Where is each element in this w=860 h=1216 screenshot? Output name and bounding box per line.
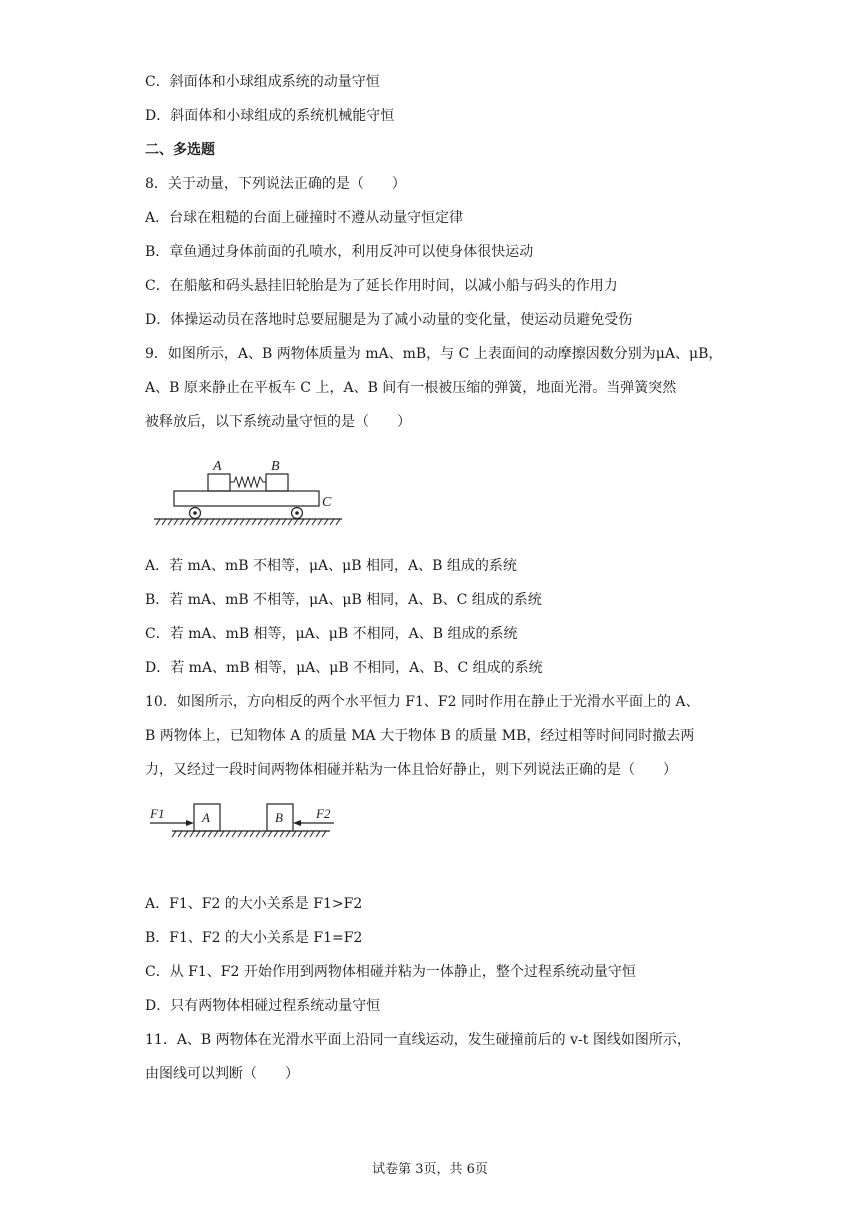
block-a [208, 474, 230, 491]
label-b: B [275, 810, 283, 825]
cart-c-platform [174, 491, 319, 506]
q9-option-c: C．若 mA、mB 相等，μA、μB 不相同，A、B 组成的系统 [145, 626, 518, 642]
q11-stem-line1: 11．A、B 两物体在光滑水平面上沿同一直线运动，发生碰撞前后的 v-t 图线如图所示， [145, 1032, 691, 1048]
q10-stem-line3: 力，又经过一段时间两物体相碰并粘为一体且恰好静止，则下列说法正确的是（ ） [145, 762, 677, 778]
label-a: A [202, 810, 210, 825]
q8-option-d: D．体操运动员在落地时总要屈腿是为了减小动量的变化量，使运动员避免受伤 [145, 312, 633, 328]
q10-option-a: A．F1、F2 的大小关系是 F1>F2 [145, 896, 363, 912]
spring [230, 477, 266, 487]
q8-option-b: B．章鱼通过身体前面的孔喷水，利用反冲可以使身体很快运动 [145, 244, 534, 260]
q10-stem-line2: B 两物体上，已知物体 A 的质量 MA 大于物体 B 的质量 MB，经过相等时间同时撤去两 [145, 728, 695, 744]
q9-option-a: A．若 mA、mB 不相等，μA、μB 相同，A、B 组成的系统 [145, 558, 517, 574]
q8-stem: 8．关于动量，下列说法正确的是（ ） [145, 176, 406, 192]
q9-stem-line2: A、B 原来静止在平板车 C 上，A、B 间有一根被压缩的弹簧，地面光滑。当弹簧突然 [145, 380, 677, 396]
q8-option-a: A．台球在粗糙的台面上碰撞时不遵从动量守恒定律 [145, 210, 464, 226]
q8-option-c: C．在船舷和码头悬挂旧轮胎是为了延长作用时间，以减小船与码头的作用力 [145, 278, 618, 294]
q10-stem-line1: 10．如图所示，方向相反的两个水平恒力 F1、F2 同时作用在静止于光滑水平面上的 A、 [145, 694, 700, 710]
label-c: C [322, 495, 332, 510]
q10-option-d: D．只有两物体相碰过程系统动量守恒 [145, 998, 381, 1014]
q9-stem-line3: 被释放后，以下系统动量守恒的是（ ） [145, 414, 411, 430]
q7-option-d: D．斜面体和小球组成的系统机械能守恒 [145, 108, 395, 124]
page-footer: 试卷第 3页，共 6页 [372, 1162, 488, 1177]
label-b: B [271, 459, 280, 474]
q10-option-b: B．F1、F2 的大小关系是 F1=F2 [145, 930, 363, 946]
q9-cart-spring-figure [150, 450, 350, 530]
q10-forces-figure [148, 798, 338, 844]
section-heading: 二、多选题 [145, 142, 215, 158]
label-f1: F1 [150, 806, 165, 821]
block-b [266, 474, 288, 491]
q9-option-b: B．若 mA、mB 不相等，μA、μB 相同，A、B、C 组成的系统 [145, 592, 542, 608]
q7-option-c: C．斜面体和小球组成系统的动量守恒 [145, 74, 380, 90]
q10-option-c: C．从 F1、F2 开始作用到两物体相碰并粘为一体静止，整个过程系统动量守恒 [145, 964, 636, 980]
q11-stem-line2: 由图线可以判断（ ） [145, 1066, 299, 1082]
q9-option-d: D．若 mA、mB 相等，μA、μB 不相同，A、B、C 组成的系统 [145, 660, 543, 676]
label-a: A [213, 459, 222, 474]
label-f2: F2 [316, 806, 331, 821]
q9-stem-line1: 9．如图所示，A、B 两物体质量为 mA、mB，与 C 上表面间的动摩擦因数分别为μA、μB， [145, 346, 723, 362]
